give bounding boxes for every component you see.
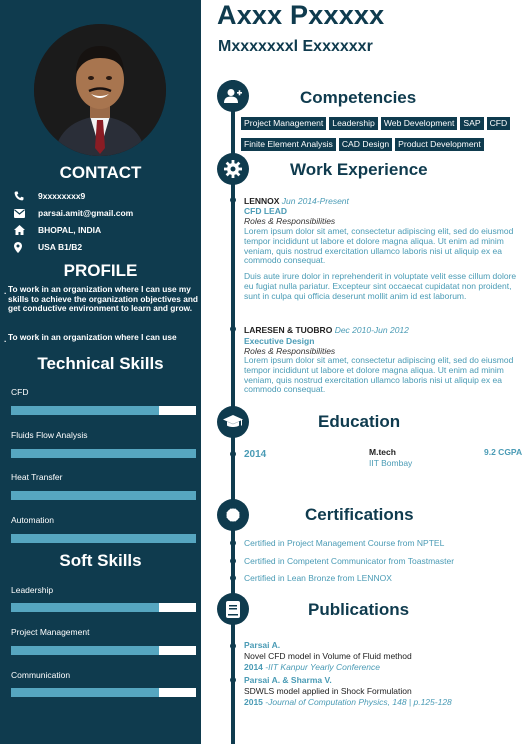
- job-company: [244, 325, 409, 335]
- skill-bar: [11, 534, 196, 543]
- skill-bar-fill: [11, 646, 159, 655]
- competency-chip: Project Management: [240, 116, 327, 131]
- sidebar: [0, 0, 201, 744]
- competency-chip: Finite Element Analysis: [240, 137, 337, 152]
- company-name: LARESEN & TUOBRO: [244, 325, 333, 335]
- graduation-cap-icon: [217, 406, 249, 438]
- job-dates: Jun 2014-Present: [281, 196, 349, 206]
- publication-venue: [244, 662, 380, 672]
- education-heading: Education: [318, 412, 401, 431]
- home-icon: [14, 224, 30, 236]
- profile-paragraph-text: To work in an organization where I can use: [8, 332, 177, 342]
- competency-chip: Leadership: [328, 116, 379, 131]
- profile-paragraph: . To work in an organization where I can use: [4, 332, 177, 344]
- timeline-dot: [230, 197, 236, 203]
- skill-label: CFD: [11, 387, 29, 397]
- skill-bar-fill: [11, 406, 159, 415]
- publications-heading: Publications: [308, 600, 410, 619]
- profile-photo: [34, 24, 166, 156]
- skill-bar-fill: [11, 688, 159, 697]
- company-name: LENNOX: [244, 196, 280, 206]
- skill-bar-fill: [11, 491, 196, 500]
- technical-skills-heading: Technical Skills: [37, 354, 164, 373]
- skill-label: Heat Transfer: [11, 472, 63, 482]
- competency-chip: CAD Design: [338, 137, 393, 152]
- publication-title: Novel CFD model in Volume of Fluid method: [244, 651, 412, 661]
- skill-bar: [11, 646, 196, 655]
- skill-label: Leadership: [11, 585, 54, 595]
- contact-visa: [14, 241, 82, 253]
- profile-paragraph-text: To work in an organization where I can use my skills to achieve the organization objectives and get conductive environment to learn and grow.: [8, 284, 198, 314]
- soft-skills-heading: Soft Skills: [59, 551, 142, 570]
- contact-address: [14, 224, 101, 236]
- skill-bar: [11, 406, 196, 415]
- education-degree: M.tech: [369, 447, 396, 457]
- skill-bar-fill: [11, 603, 159, 612]
- timeline-dot: [230, 643, 236, 649]
- education-cgpa: 9.2 CGPA: [484, 447, 523, 457]
- education-year: 2014: [244, 449, 267, 460]
- gear-icon: [217, 153, 249, 185]
- location-pin-icon: [14, 241, 30, 253]
- skill-bar: [11, 491, 196, 500]
- skill-bar: [11, 688, 196, 697]
- profile-paragraph: . To work in an organization where I can use my skills to achieve the organization objectives and get conductive environment to learn and grow.: [4, 284, 198, 314]
- certification-item: Certified in Project Management Course from NPTEL: [244, 538, 445, 548]
- candidate-name: Axxx Pxxxxx: [217, 0, 385, 30]
- contact-address-text: BHOPAL, INDIA: [38, 225, 102, 235]
- competency-chip: SAP: [459, 116, 484, 131]
- contact-phone: [14, 190, 85, 202]
- publication-venue-text: -IIT Kanpur Yearly Conference: [265, 662, 380, 672]
- contact-phone-text: 9xxxxxxxx9: [38, 191, 86, 201]
- skill-bar: [11, 449, 196, 458]
- publication-venue-text: -Journal of Computation Physics, 148 | p.125-128: [265, 697, 452, 707]
- competency-chip: Product Development: [394, 137, 485, 152]
- competencies-heading: Competencies: [300, 88, 417, 107]
- publication-venue: [244, 697, 452, 707]
- skill-label: Fluids Flow Analysis: [11, 430, 88, 440]
- competency-chips: [240, 113, 525, 155]
- job-title: Mxxxxxxxl Exxxxxxr: [218, 38, 373, 55]
- certification-item: Certified in Competent Communicator from Toastmaster: [244, 556, 455, 566]
- envelope-icon: [14, 207, 30, 219]
- responsibilities-label: Roles & Responsibilities: [244, 346, 336, 356]
- timeline-dot: [230, 540, 236, 546]
- skill-bar-fill: [11, 449, 196, 458]
- timeline-dot: [230, 677, 236, 683]
- publication-title: SDWLS model applied in Shock Formulation: [244, 686, 412, 696]
- skill-bar-fill: [11, 534, 196, 543]
- job-dates: Dec 2010-Jun 2012: [334, 325, 409, 335]
- timeline-dot: [230, 451, 236, 457]
- responsibilities-label: Roles & Responsibilities: [244, 216, 336, 226]
- skill-bar: [11, 603, 196, 612]
- profile-heading: PROFILE: [63, 261, 138, 280]
- publication-year: 2015: [244, 697, 263, 707]
- certification-item: Certified in Lean Bronze from LENNOX: [244, 573, 392, 583]
- education-school: IIT Bombay: [369, 458, 413, 468]
- contact-visa-text: USA B1/B2: [38, 242, 83, 252]
- job-description: Duis aute irure dolor in reprehenderit in voluptate velit esse cillum dolore eu fugiat nulla pariatur. Excepteur sint occaecat cupidatat non proident, sunt in culpa qui officia deserunt mollit anim id est laborum.: [244, 271, 517, 301]
- contact-heading: CONTACT: [59, 163, 142, 182]
- certifications-heading: Certifications: [305, 505, 414, 524]
- timeline-dot: [230, 326, 236, 332]
- badge-icon: [217, 499, 249, 531]
- job-description: Lorem ipsum dolor sit amet, consectetur adipiscing elit, sed do eiusmod tempor incididunt ut labore et dolore magna aliqua. Ut enim ad minim veniam, quis nostrud exercitation ullamco laboris nisi ut aliquip ex ea commodo consequat.: [244, 355, 514, 395]
- skill-label: Communication: [11, 670, 71, 680]
- skill-label: Project Management: [11, 627, 90, 637]
- phone-icon: [14, 190, 30, 202]
- publication-year: 2014: [244, 662, 263, 672]
- work-experience-heading: Work Experience: [290, 160, 428, 179]
- job-company: [244, 196, 349, 206]
- competency-chip: Web Development: [380, 116, 459, 131]
- job-description: Lorem ipsum dolor sit amet, consectetur adipiscing elit, sed do eiusmod tempor incididunt ut labore et dolore magna aliqua. Ut enim ad minim veniam, quis nostrud exercitation ullamco laboris nisi ut aliquip ex ea commodo consequat.: [244, 226, 514, 266]
- competency-chip: CFD: [486, 116, 512, 131]
- publication-authors: Parsai A. & Sharma V.: [244, 675, 332, 685]
- contact-email[interactable]: [14, 207, 133, 219]
- publication-authors: Parsai A.: [244, 640, 281, 650]
- contact-email-text[interactable]: parsai.amit@gmail.com: [38, 208, 134, 218]
- job-role: CFD LEAD: [244, 206, 287, 216]
- add-user-icon: [217, 80, 249, 112]
- timeline-dot: [230, 575, 236, 581]
- book-icon: [217, 593, 249, 625]
- skill-label: Automation: [11, 515, 54, 525]
- job-role: Executive Design: [244, 336, 315, 346]
- timeline-dot: [230, 558, 236, 564]
